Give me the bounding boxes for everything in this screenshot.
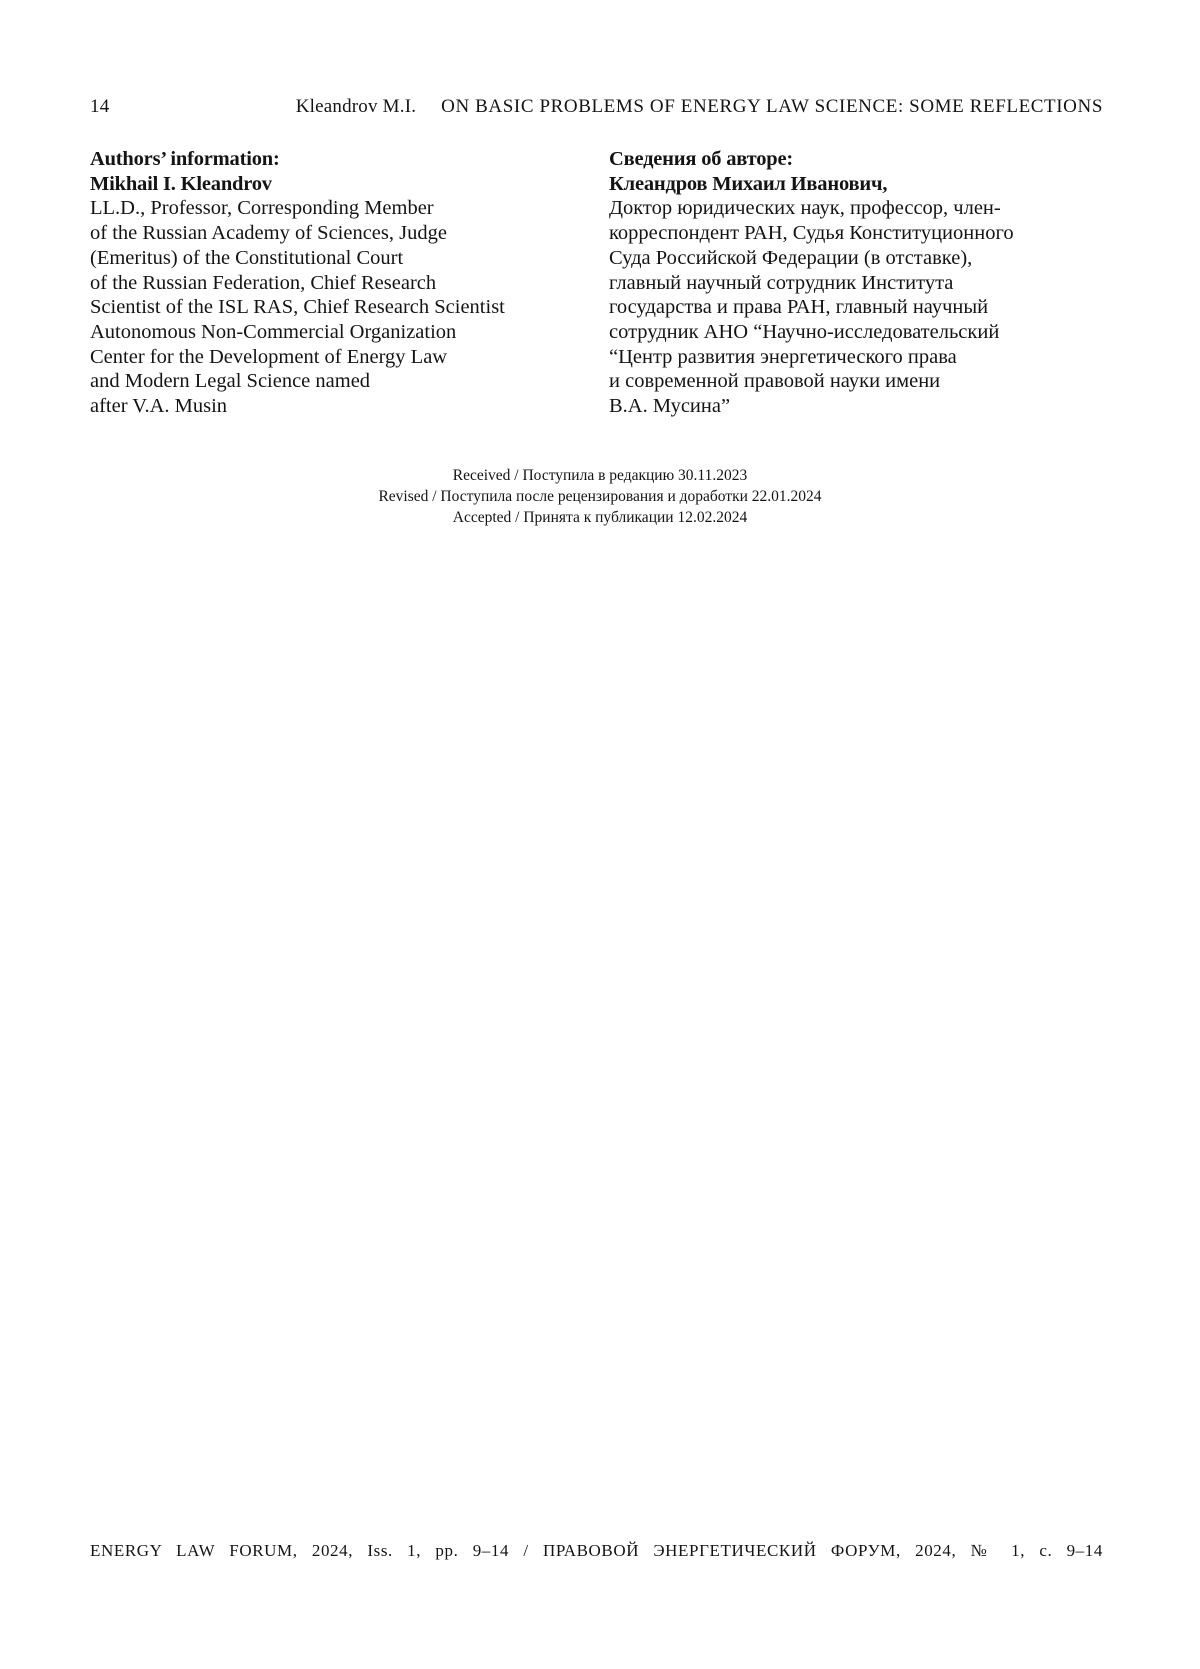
author-bio-line-en: (Emeritus) of the Constitutional Court [90, 246, 404, 269]
running-head [296, 96, 1103, 118]
page-header [90, 96, 1103, 124]
author-bio-line-en: of the Russian Academy of Sciences, Judge [90, 222, 447, 245]
author-bio-line-en: LL.D., Professor, Corresponding Member [90, 197, 434, 220]
received-date: Received / Поступила в редакцию 30.11.2023 [452, 467, 748, 484]
author-bio-line-en: after V.A. Musin [90, 395, 228, 418]
author-bio-line-ru: Доктор юридических наук, профессор, член- [609, 197, 1001, 220]
author-bio-line-ru: государства и права РАН, главный научный [609, 296, 989, 319]
author-info-english [90, 147, 570, 419]
running-head-title: ON BASIC PROBLEMS OF ENERGY LAW SCIENCE: SOME REFLECTIONS [441, 96, 1103, 117]
author-info-russian [609, 147, 1109, 419]
author-bio-line-ru: “Центр развития энергетического права [609, 345, 957, 368]
author-info-heading-en: Authors’ information: [90, 148, 280, 170]
author-info-heading-ru: Сведения об авторе: [609, 148, 794, 170]
author-bio-line-en: and Modern Legal Science named [90, 370, 371, 393]
author-bio-line-ru: главный научный сотрудник Института [609, 271, 954, 294]
publication-dates [0, 465, 1200, 528]
journal-footer-citation: ENERGY LAW FORUM, 2024, Iss. 1, pp. 9–14 / ПРАВОВОЙ ЭНЕРГЕТИЧЕСКИЙ ФОРУМ, 2024, № 1, с. 9–14 [90, 1541, 1103, 1560]
author-bio-line-ru: сотрудник АНО “Научно-исследовательский [609, 320, 1000, 343]
page-number: 14 [90, 96, 110, 117]
author-bio-line-ru: и современной правовой науки имени [609, 370, 941, 393]
author-name-en: Mikhail I. Kleandrov [90, 172, 272, 195]
revised-date: Revised / Поступила после рецензирования и доработки 22.01.2024 [378, 488, 822, 505]
author-name-ru: Клеандров Михаил Иванович, [609, 172, 888, 195]
author-bio-line-ru: Суда Российской Федерации (в отставке), [609, 246, 973, 269]
running-head-author: Kleandrov M.I. [295, 96, 417, 117]
author-bio-line-ru: В.А. Мусина” [609, 395, 731, 418]
accepted-date: Accepted / Принята к публикации 12.02.2024 [452, 509, 748, 526]
author-bio-line-ru: корреспондент РАН, Судья Конституционного [609, 222, 1014, 245]
author-bio-line-en: of the Russian Federation, Chief Research [90, 271, 437, 294]
author-bio-line-en: Center for the Development of Energy Law [90, 345, 448, 368]
author-bio-line-en: Scientist of the ISL RAS, Chief Research Scientist [90, 296, 505, 319]
author-bio-line-en: Autonomous Non-Commercial Organization [90, 320, 457, 343]
